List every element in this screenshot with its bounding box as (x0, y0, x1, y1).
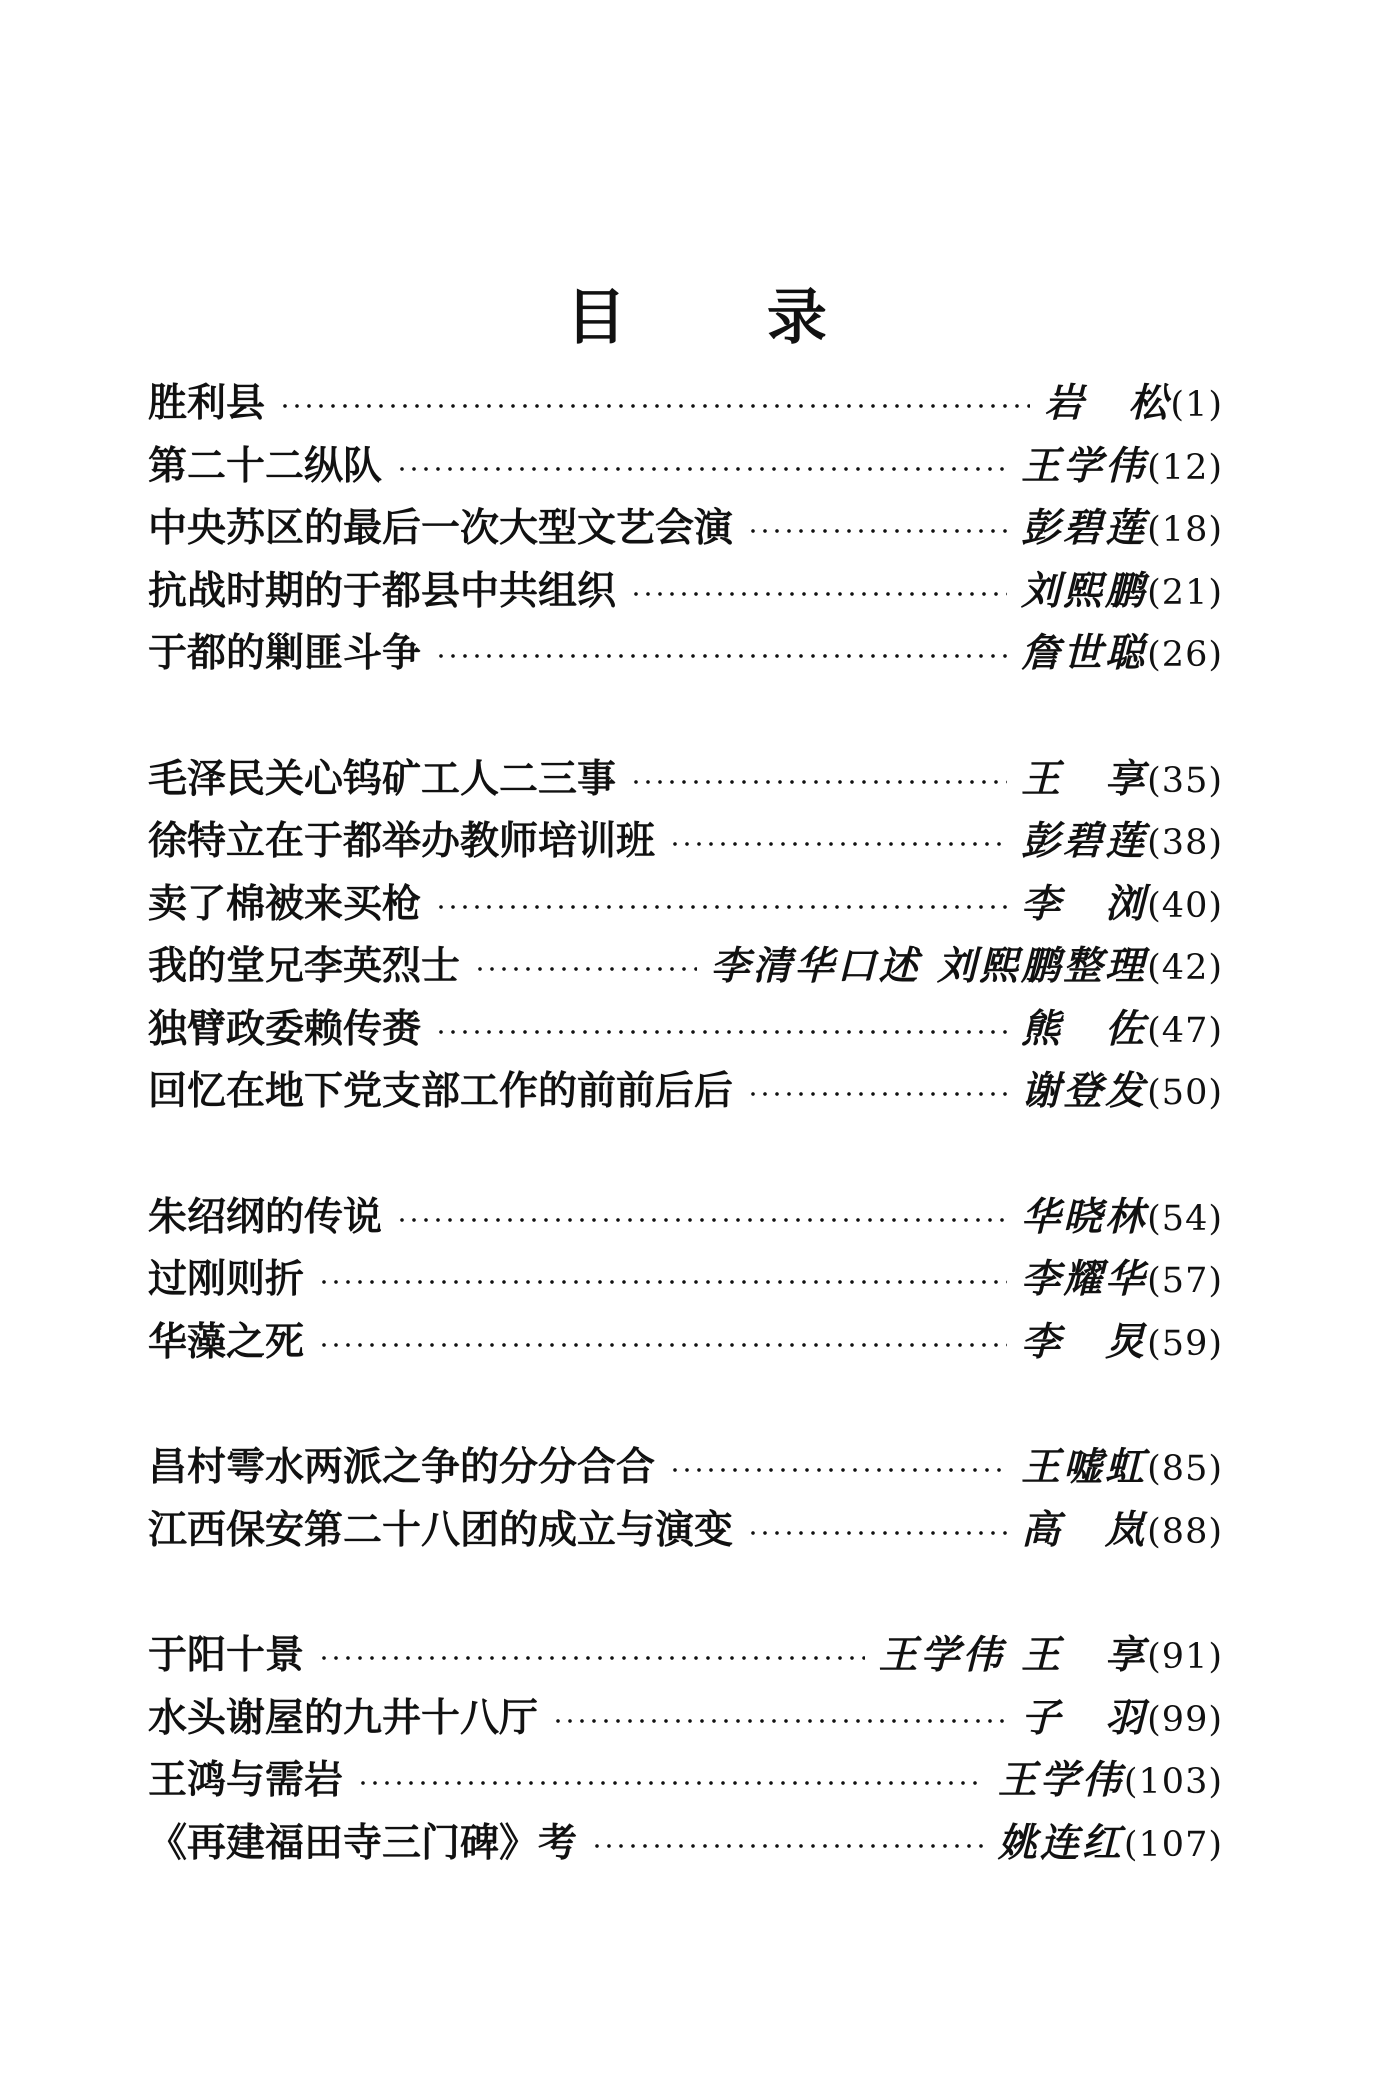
toc-entry[interactable] (148, 1749, 1223, 1812)
entry-title: 第二十二纵队 (148, 443, 383, 489)
toc-entry[interactable] (148, 560, 1223, 623)
entry-author: 李 浏 (1021, 880, 1148, 927)
entry-author: 姚连红 (997, 1819, 1124, 1866)
entry-title: 徐特立在于都举办教师培训班 (148, 819, 656, 864)
entry-page: (38) (1147, 823, 1223, 863)
entry-title: 抗战时期的于都县中共组织 (148, 568, 617, 614)
entry-page: (26) (1147, 635, 1223, 675)
entry-page: (1) (1170, 385, 1223, 425)
entry-title: 回忆在地下党支部工作的前前后后 (148, 1069, 734, 1114)
toc-entry[interactable] (148, 873, 1223, 936)
entry-page: (21) (1147, 572, 1223, 613)
dot-leader (357, 1780, 984, 1786)
dot-leader (669, 841, 1007, 847)
dot-leader (396, 466, 1007, 472)
entry-page: (57) (1147, 1261, 1223, 1301)
entry-title: 中央苏区的最后一次大型文艺会演 (148, 506, 734, 551)
dot-leader (630, 591, 1007, 597)
toc-entry[interactable] (148, 1687, 1223, 1750)
dot-leader (318, 1279, 1007, 1285)
entry-page: (91) (1147, 1637, 1223, 1677)
entry-page: (12) (1147, 447, 1223, 488)
entry-title: 独臂政委赖传赉 (148, 1006, 422, 1052)
entry-page: (47) (1147, 1010, 1223, 1051)
entry-author: 高 岚 (1021, 1506, 1148, 1553)
entry-title: 华藻之死 (148, 1319, 305, 1365)
table-of-contents (148, 372, 1223, 1874)
dot-leader (396, 1217, 1007, 1223)
toc-entry[interactable] (148, 497, 1223, 560)
entry-author: 李 炅 (1021, 1318, 1148, 1365)
entry-title: 毛泽民关心钨矿工人二三事 (148, 756, 617, 802)
entry-author: 詹世聪 (1021, 630, 1148, 676)
entry-page: (99) (1147, 1699, 1223, 1740)
entry-title: 江西保安第二十八团的成立与演变 (148, 1507, 734, 1553)
group-spacer (148, 1123, 1223, 1186)
dot-leader (630, 779, 1007, 785)
entry-page: (85) (1147, 1449, 1223, 1489)
entry-author: 刘熙鹏 (1021, 567, 1148, 614)
dot-leader (552, 1718, 1007, 1724)
entry-page: (88) (1147, 1511, 1223, 1552)
toc-entry[interactable] (148, 1812, 1223, 1875)
toc-entry[interactable] (148, 1060, 1223, 1123)
entry-title: 胜利县 (148, 381, 266, 426)
toc-entry[interactable] (148, 1311, 1223, 1374)
group-spacer (148, 685, 1223, 748)
entry-title: 于阳十景 (148, 1633, 305, 1678)
entry-title: 朱绍纲的传说 (148, 1194, 383, 1240)
toc-entry[interactable] (148, 748, 1223, 811)
entry-page: (50) (1147, 1073, 1223, 1113)
dot-leader (747, 1530, 1007, 1536)
entry-page: (42) (1147, 948, 1223, 988)
entry-page: (107) (1123, 1824, 1223, 1865)
toc-entry[interactable] (148, 1499, 1223, 1562)
dot-leader (591, 1843, 984, 1849)
group-spacer (148, 1373, 1223, 1436)
entry-title: 《再建福田寺三门碑》考 (148, 1820, 578, 1866)
entry-page: (59) (1147, 1323, 1223, 1364)
entry-author: 王嘘虹 (1021, 1444, 1148, 1490)
entry-title: 卖了棉被来买枪 (148, 881, 422, 927)
entry-page: (103) (1123, 1762, 1223, 1802)
toc-entry[interactable] (148, 810, 1223, 873)
entry-author: 王学伟 (1021, 442, 1148, 489)
entry-title: 水头谢屋的九井十八厅 (148, 1695, 539, 1741)
entry-author: 子 羽 (1021, 1694, 1148, 1741)
toc-entry[interactable] (148, 935, 1223, 998)
entry-author: 王学伟 (997, 1757, 1124, 1803)
page-title: 目 录 (566, 283, 887, 353)
toc-entry[interactable] (148, 1248, 1223, 1311)
dot-leader (318, 1655, 865, 1661)
toc-entry[interactable] (148, 435, 1223, 498)
entry-author: 谢登发 (1021, 1068, 1148, 1114)
dot-leader (279, 403, 1030, 409)
entry-author: 王 享 (1021, 755, 1148, 802)
entry-author: 岩 松 (1044, 380, 1171, 426)
entry-author: 熊 佐 (1021, 1005, 1148, 1052)
dot-leader (669, 1467, 1007, 1473)
entry-author: 李清华口述 刘熙鹏整理 (710, 943, 1148, 989)
dot-leader (435, 904, 1007, 910)
toc-entry[interactable] (148, 1436, 1223, 1499)
toc-entry[interactable] (148, 372, 1223, 435)
entry-author: 王学伟 王 享 (878, 1632, 1148, 1678)
entry-page: (54) (1147, 1198, 1223, 1239)
entry-title: 昌村雩水两派之争的分分合合 (148, 1445, 656, 1490)
entry-author: 李耀华 (1021, 1256, 1148, 1302)
dot-leader (747, 528, 1007, 534)
toc-entry[interactable] (148, 998, 1223, 1061)
entry-author: 华晓林 (1021, 1193, 1148, 1240)
toc-entry[interactable] (148, 1186, 1223, 1249)
entry-title: 王鸿与需岩 (148, 1758, 344, 1803)
entry-page: (35) (1147, 760, 1223, 801)
dot-leader (747, 1091, 1007, 1097)
group-spacer (148, 1561, 1223, 1624)
dot-leader (435, 653, 1007, 659)
entry-page: (40) (1147, 885, 1223, 926)
entry-author: 彭碧莲 (1021, 818, 1148, 864)
entry-page: (18) (1147, 510, 1223, 550)
entry-title: 我的堂兄李英烈士 (148, 944, 461, 989)
toc-entry[interactable] (148, 622, 1223, 685)
dot-leader (435, 1029, 1007, 1035)
entry-title: 过刚则折 (148, 1257, 305, 1302)
entry-title: 于都的剿匪斗争 (148, 631, 422, 676)
entry-author: 彭碧莲 (1021, 505, 1148, 551)
dot-leader (318, 1342, 1007, 1348)
toc-entry[interactable] (148, 1624, 1223, 1687)
dot-leader (474, 966, 697, 972)
